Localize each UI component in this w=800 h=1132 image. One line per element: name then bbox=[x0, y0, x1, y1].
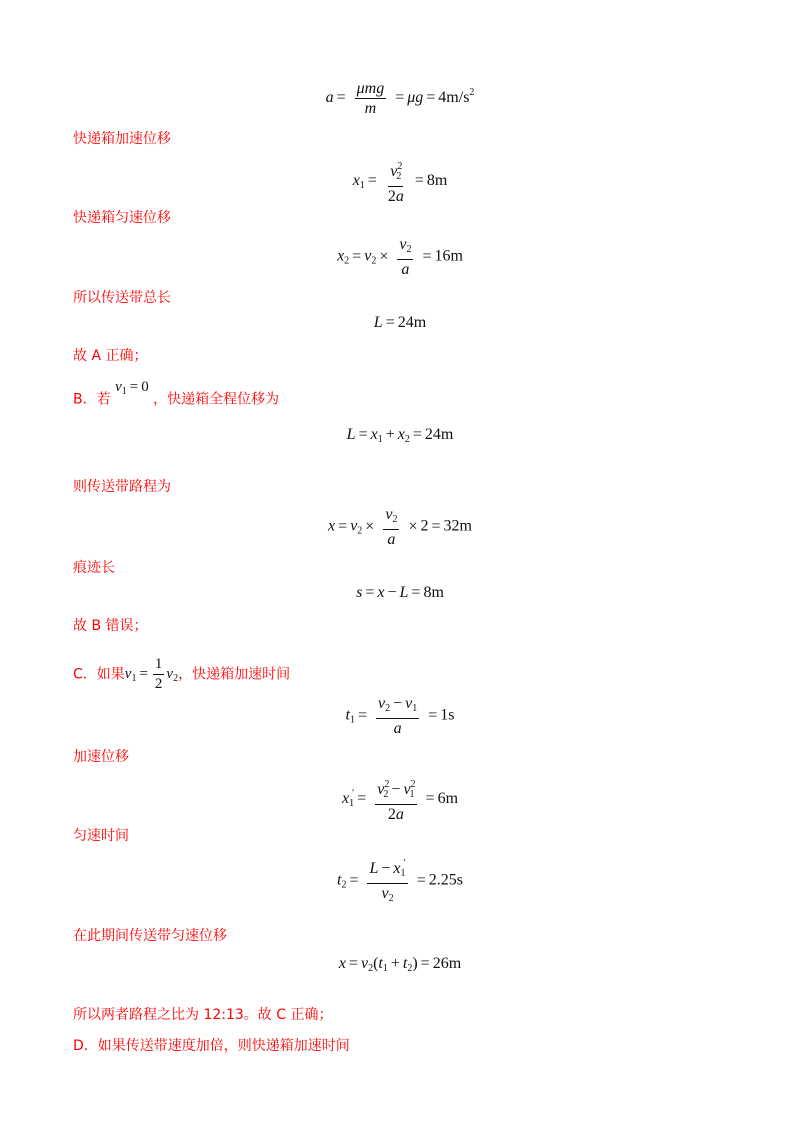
text-line: 快递箱加速位移 bbox=[73, 131, 171, 147]
equation-t2: $t_2$ = $\frac{L - x_1'}{v_2}$ = 2.25s bbox=[0, 855, 800, 907]
equation-L-sum: $L = x_1 + x_2 = 24m$ bbox=[346, 426, 454, 445]
equation-x-belt2: $x = v_2(t_1 + t_2) = 26m$ bbox=[338, 955, 462, 974]
text-line: 加速位移 bbox=[73, 749, 129, 765]
inline-v1-zero: $v_1 = 0$ bbox=[115, 379, 149, 397]
equation-x1-prime: $x_1'$ = $\frac{v^2_2 - v^2_1}{2a}$ = 6m bbox=[0, 776, 800, 823]
text-line: 快递箱匀速位移 bbox=[73, 210, 171, 226]
x2-value: 16m bbox=[434, 247, 463, 265]
text-line: 痕迹长 bbox=[73, 560, 115, 576]
text-line: 则传送带路程为 bbox=[73, 479, 171, 495]
equation-x2: $x_2 = v_2$ × $\frac{v_2}{a}$ = 16m bbox=[337, 236, 463, 278]
equation-acceleration: a = $\frac{\text{μmg}}{m}$ = $\mu g = 4m/s^2$ bbox=[325, 80, 475, 117]
text-line-c: C．如果$v_1$ = $\frac{1}{2}$ $v_2$，快递箱加速时间 bbox=[73, 656, 291, 692]
t2-value: 2.25s bbox=[428, 871, 463, 889]
x1p-value: 6m bbox=[437, 790, 459, 808]
text-line: 故 B 错误； bbox=[73, 618, 148, 634]
inline-v1-half: $v_1$ = $\frac{1}{2}$ $v_2$ bbox=[124, 656, 179, 692]
L-sum-value: 24m bbox=[424, 426, 454, 443]
s-value: 8m bbox=[423, 584, 444, 602]
equation-L: L = 24m bbox=[373, 314, 427, 332]
text-line: 所以两者路程之比为 12:13。故 C 正确； bbox=[73, 1007, 333, 1023]
t1-value: 1s bbox=[440, 706, 455, 724]
text-line: 故 A 正确； bbox=[73, 348, 148, 364]
L-value: 24m bbox=[397, 314, 427, 332]
x-belt2-value: 26m bbox=[432, 955, 462, 972]
text-line: 匀速时间 bbox=[73, 828, 129, 844]
equation-t1: $t_1$ = $\frac{v_2 - v_1}{a}$ = 1s bbox=[345, 695, 455, 737]
text-line: 所以传送带总长 bbox=[73, 290, 171, 306]
equation-x-belt: $x = v_2$ × $\frac{v_2}{a}$ × 2 = 32m bbox=[328, 506, 472, 548]
text-line-b: B．若 $v_1 = 0$ ，快递箱全程位移为 bbox=[73, 379, 280, 408]
text-line: 在此期间传送带匀速位移 bbox=[73, 928, 227, 944]
text-line: D．如果传送带速度加倍，则快递箱加速时间 bbox=[73, 1038, 350, 1054]
x1-value: 8m bbox=[426, 172, 448, 190]
equation-s: s = x − L = 8m bbox=[356, 584, 444, 602]
acc-value: 4m/s bbox=[438, 89, 470, 107]
x-belt-value: 32m bbox=[443, 517, 472, 535]
equation-x1: $x_1$ = $\frac{v^2_2}{2a}$ = 8m bbox=[0, 158, 800, 205]
